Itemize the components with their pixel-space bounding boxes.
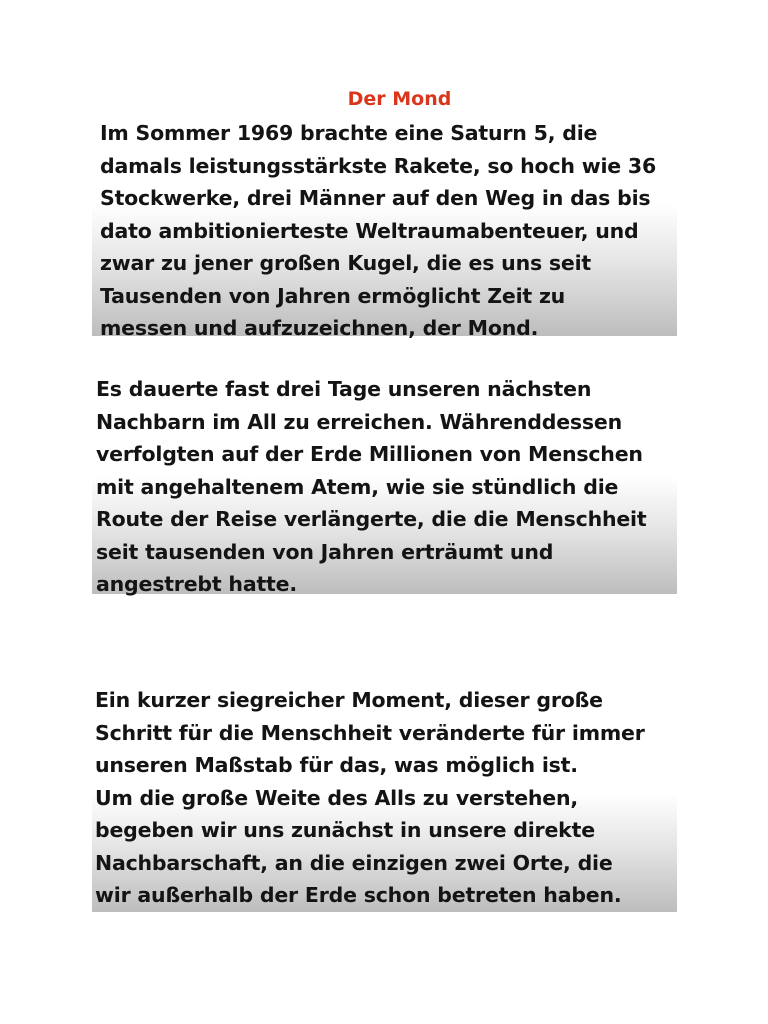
document-title: Der Mond xyxy=(347,88,452,110)
paragraph-1: Im Sommer 1969 brachte eine Saturn 5, die damals leistungsstärkste Rakete, so hoch wie 36 Stockwerke, drei Männer auf den Weg in das bis dato ambitionierteste Weltraumabenteuer, und zwar zu jener großen Kugel, die es uns seit Tausenden von Jahren ermöglicht Zeit zu messen und aufzuzeichnen, der Mond. xyxy=(100,121,657,340)
paragraph-2: Es dauerte fast drei Tage unseren nächsten Nachbarn im All zu erreichen. Währenddessen verfolgten auf der Erde Millionen von Menschen mit angehaltenem Atem, wie sie stündlich die Route der Reise verlängerte, die die Menschheit seit tausenden von Jahren erträumt und angestrebt hatte. xyxy=(96,377,647,596)
text-panel-3 xyxy=(92,684,677,912)
text-panel-2 xyxy=(92,368,677,594)
text-panel-1 xyxy=(92,82,677,340)
paragraph-3: Ein kurzer siegreicher Moment, dieser große Schritt für die Menschheit veränderte für immer unseren Maßstab für das, was möglich ist. Um die große Weite des Alls zu verstehen, begeben wir uns zunächst in unsere direkte Nachbarschaft, an die einzigen zwei Orte, die wir außerhalb der Erde schon betreten haben. xyxy=(95,688,645,907)
